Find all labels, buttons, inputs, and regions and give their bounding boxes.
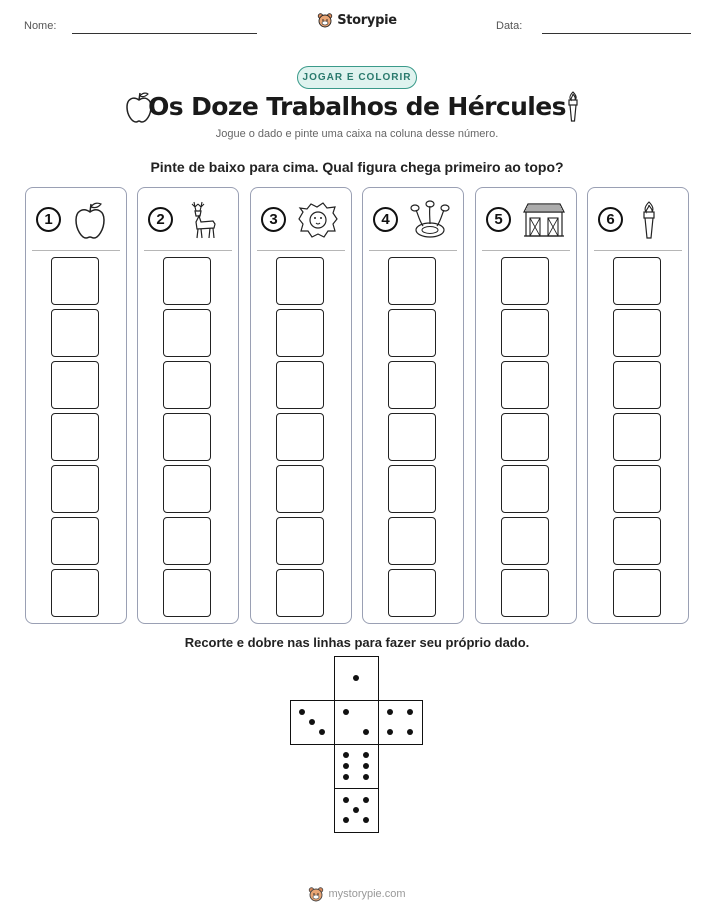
torch-icon (634, 200, 664, 240)
title-row (0, 90, 714, 128)
die-face-3 (290, 700, 335, 745)
die-pip (387, 709, 393, 715)
die-pip (309, 719, 315, 725)
column-number: 6 (598, 207, 623, 232)
bear-logo-icon (317, 12, 333, 28)
color-box[interactable] (276, 517, 324, 565)
die-face-4 (378, 700, 423, 745)
color-box[interactable] (388, 569, 436, 617)
column-5 (475, 187, 577, 624)
color-box[interactable] (613, 309, 661, 357)
column-header (148, 200, 228, 240)
color-box[interactable] (51, 569, 99, 617)
column-number: 3 (261, 207, 286, 232)
column-3 (250, 187, 352, 624)
color-box[interactable] (613, 517, 661, 565)
bear-logo-icon (308, 886, 324, 902)
die-pip (407, 729, 413, 735)
lion-pelt-icon (297, 200, 339, 240)
die-pip (363, 729, 369, 735)
color-box[interactable] (51, 517, 99, 565)
date-label: Data: (496, 20, 523, 32)
color-box[interactable] (163, 465, 211, 513)
color-box[interactable] (613, 465, 661, 513)
column-number: 2 (148, 207, 173, 232)
color-box[interactable] (51, 465, 99, 513)
column-header (261, 200, 341, 240)
column-6 (587, 187, 689, 624)
die-pip (343, 709, 349, 715)
die-pip (363, 763, 369, 769)
color-box[interactable] (501, 413, 549, 461)
column-number: 4 (373, 207, 398, 232)
footer-url[interactable]: mystorypie.com (328, 888, 406, 900)
column-4 (362, 187, 464, 624)
deer-icon (184, 200, 220, 240)
color-box[interactable] (501, 361, 549, 409)
die-face-1 (334, 656, 379, 701)
die-face-2 (334, 700, 379, 745)
category-badge: JOGAR E COLORIR (297, 66, 417, 89)
instruction: Pinte de baixo para cima. Qual figura chega primeiro ao topo? (150, 159, 564, 175)
column-number: 5 (486, 207, 511, 232)
die-pip (343, 797, 349, 803)
color-box[interactable] (51, 309, 99, 357)
torch-icon (565, 90, 581, 124)
color-box[interactable] (388, 465, 436, 513)
cut-instruction: Recorte e dobre nas linhas para fazer seu próprio dado. (184, 635, 530, 650)
apple-icon (72, 200, 108, 240)
column-number: 1 (36, 207, 61, 232)
die-pip (363, 797, 369, 803)
subtitle: Jogue o dado e pinte uma caixa na coluna desse número. (215, 128, 499, 140)
color-box[interactable] (163, 309, 211, 357)
color-box[interactable] (163, 413, 211, 461)
color-box[interactable] (501, 309, 549, 357)
column-1 (25, 187, 127, 624)
color-box[interactable] (388, 517, 436, 565)
column-header (36, 200, 116, 240)
brand-name: Storypie (337, 12, 397, 28)
die-pip (343, 763, 349, 769)
color-box[interactable] (613, 257, 661, 305)
die-pip (353, 675, 359, 681)
column-divider (257, 250, 345, 251)
color-box[interactable] (276, 569, 324, 617)
color-box[interactable] (501, 569, 549, 617)
color-box[interactable] (163, 361, 211, 409)
color-box[interactable] (501, 517, 549, 565)
die-pip (363, 817, 369, 823)
color-box[interactable] (613, 413, 661, 461)
column-divider (369, 250, 457, 251)
die-face-5 (334, 788, 379, 833)
color-box[interactable] (163, 569, 211, 617)
color-box[interactable] (163, 257, 211, 305)
color-box[interactable] (501, 257, 549, 305)
column-divider (482, 250, 570, 251)
color-box[interactable] (276, 361, 324, 409)
stable-icon (522, 200, 566, 240)
die-pip (353, 807, 359, 813)
color-box[interactable] (163, 517, 211, 565)
color-box[interactable] (613, 569, 661, 617)
color-box[interactable] (276, 465, 324, 513)
column-header (373, 200, 453, 240)
die-pip (299, 709, 305, 715)
column-divider (144, 250, 232, 251)
page-title: Os Doze Trabalhos de Hércules (148, 92, 566, 121)
footer (0, 886, 714, 902)
color-box[interactable] (388, 361, 436, 409)
color-box[interactable] (388, 309, 436, 357)
color-box[interactable] (276, 257, 324, 305)
date-line (542, 33, 691, 34)
die-pip (363, 774, 369, 780)
column-divider (32, 250, 120, 251)
name-line (72, 33, 257, 34)
color-box[interactable] (51, 257, 99, 305)
column-header (598, 200, 678, 240)
die-pip (363, 752, 369, 758)
name-label: Nome: (24, 20, 57, 32)
color-box[interactable] (388, 413, 436, 461)
die-pip (319, 729, 325, 735)
column-header (486, 200, 566, 240)
hydra-icon (409, 200, 451, 240)
color-box[interactable] (276, 309, 324, 357)
color-box[interactable] (501, 465, 549, 513)
die-pip (407, 709, 413, 715)
color-box[interactable] (276, 413, 324, 461)
die-pip (343, 774, 349, 780)
die-face-6 (334, 744, 379, 789)
color-box[interactable] (51, 413, 99, 461)
color-box[interactable] (388, 257, 436, 305)
brand-logo (0, 12, 714, 28)
die-pip (343, 817, 349, 823)
die-pip (387, 729, 393, 735)
die-pip (343, 752, 349, 758)
column-2 (137, 187, 239, 624)
color-box[interactable] (51, 361, 99, 409)
color-box[interactable] (613, 361, 661, 409)
column-divider (594, 250, 682, 251)
